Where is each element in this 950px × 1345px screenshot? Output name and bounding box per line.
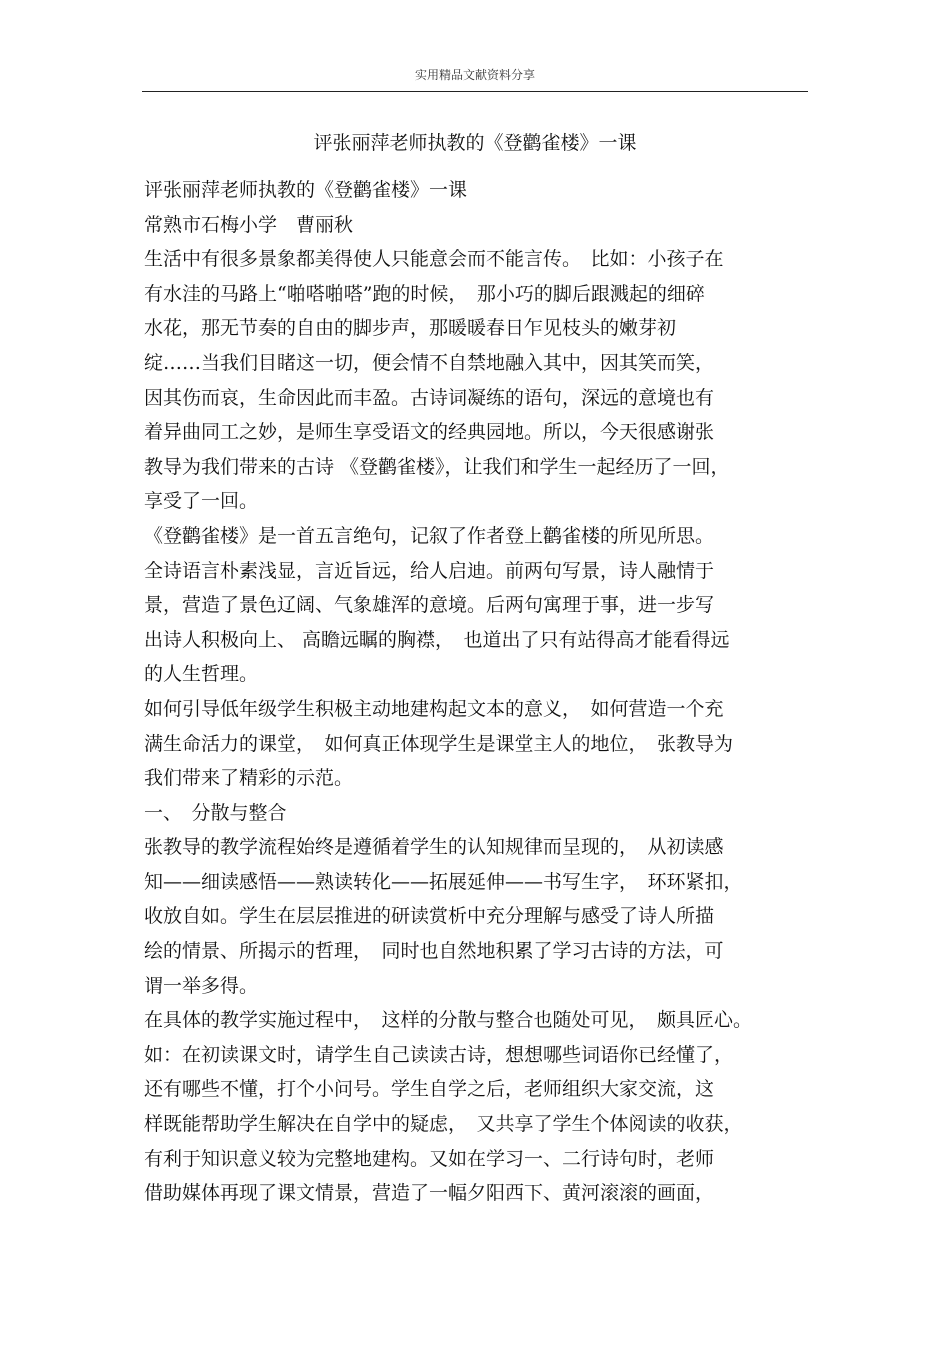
body-line: 满生命活力的课堂， 如何真正体现学生是课堂主人的地位， 张教导为 [144,732,734,755]
body-line: 如何引导低年级学生积极主动地建构起文本的意义， 如何营造一个充 [144,697,724,720]
body-line: 着异曲同工之妙，是师生享受语文的经典园地。所以，今天很感谢张 [144,421,715,444]
body-line: 的人生哲理。 [144,663,259,686]
body-line: 评张丽萍老师执教的《登鹳雀楼》一课 [144,179,468,201]
body-line: 常熟市石梅小学 曹丽秋 [144,213,354,236]
document-title: 评张丽萍老师执教的《登鹳雀楼》一课 [313,132,637,154]
document-body [144,173,814,1211]
header-rule [142,91,808,92]
body-line: 有水洼的马路上“啪嗒啪嗒”跑的时候， 那小巧的脚后跟溅起的细碎 [144,282,705,305]
body-line: 样既能帮助学生解决在自学中的疑虑， 又共享了学生个体阅读的收获， [144,1113,743,1136]
body-line: 张教导的教学流程始终是遵循着学生的认知规律而呈现的， 从初读感 [144,836,724,859]
body-line: 我们带来了精彩的示范。 [144,767,354,790]
body-line: 水花，那无节奏的自由的脚步声，那暖暖春日乍见枝头的嫩芽初 [144,317,677,340]
body-line: 享受了一回。 [144,490,259,513]
body-line: 绽……当我们目睹这一切，便会情不自禁地融入其中，因其笑而笑， [144,351,715,374]
body-line: 出诗人积极向上、 高瞻远瞩的胸襟， 也道出了只有站得高才能看得远 [144,628,730,651]
section-heading: 一、 分散与整合 [144,801,287,824]
body-line: 景，营造了景色辽阔、气象雄浑的意境。后两句寓理于事，进一步写 [144,594,715,617]
body-line: 教导为我们带来的古诗 《登鹳雀楼》，让我们和学生一起经历了一回， [144,455,730,478]
body-line: 生活中有很多景象都美得使人只能意会而不能言传。 比如：小孩子在 [144,248,724,271]
body-line: 还有哪些不懂，打个小问号。学生自学之后，老师组织大家交流，这 [144,1078,715,1101]
page-header: 实用精品文献资料分享 [414,68,535,82]
body-line: 绘的情景、所揭示的哲理， 同时也自然地积累了学习古诗的方法，可 [144,940,724,963]
body-line: 在具体的教学实施过程中， 这样的分散与整合也随处可见， 颇具匠心。 [144,1009,753,1032]
body-line: 全诗语言朴素浅显，言近旨远，给人启迪。前两句写景，诗人融情于 [144,559,715,582]
body-line: 知——细读感悟——熟读转化——拓展延伸——书写生字， 环环紧扣， [144,870,743,893]
body-line: 有利于知识意义较为完整地建构。又如在学习一、二行诗句时，老师 [144,1147,715,1170]
body-line: 《登鹳雀楼》是一首五言绝句，记叙了作者登上鹳雀楼的所见所思。 [144,524,715,547]
body-line: 如：在初读课文时，请学生自己读读古诗，想想哪些词语你已经懂了， [144,1043,734,1066]
body-line: 因其伤而哀，生命因此而丰盈。古诗词凝练的语句，深远的意境也有 [144,386,715,409]
body-line: 借助媒体再现了课文情景，营造了一幅夕阳西下、黄河滚滚的画面， [144,1182,715,1205]
body-line: 谓一举多得。 [144,974,259,997]
body-line: 收放自如。学生在层层推进的研读赏析中充分理解与感受了诗人所描 [144,905,715,928]
